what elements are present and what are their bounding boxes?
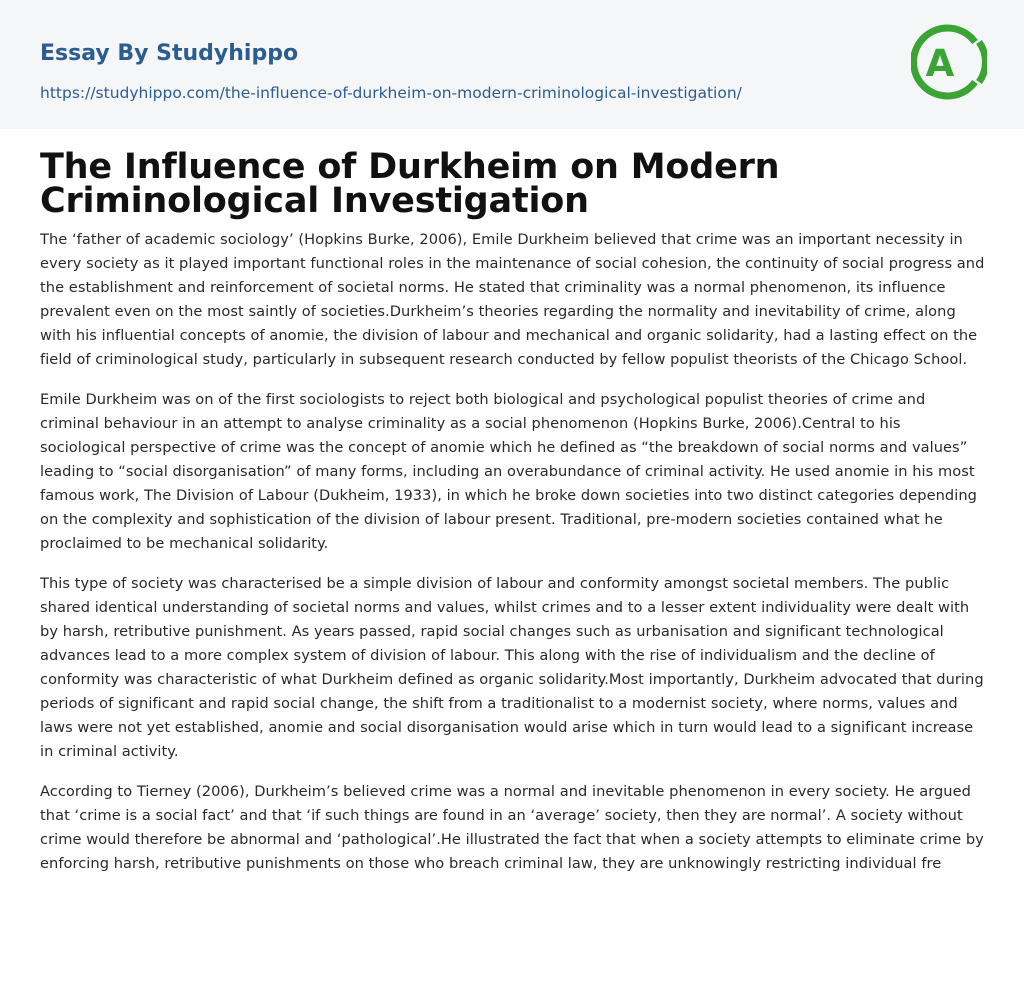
studyhippo-logo (911, 18, 987, 106)
article-paragraph: Emile Durkheim was on of the first sociologists to reject both biological and psychological populist theories of crime and criminal behaviour in an attempt to analyse criminality as a social phenomenon (Hopkins Burke, 2006).Central to his sociological perspective of crime was the concept of anomie which he defined as “the breakdown of social norms and values” leading to “social disorganisation” of many forms, including an overabundance of criminal activity. He used anomie in his most famous work, The Division of Labour (Dukheim, 1933), in which he broke down societies into two distinct categories depending on the complexity and sophistication of the division of labour present. Traditional, pre-modern societies contained what he proclaimed to be mechanical solidarity. (40, 391, 977, 552)
article-title: The Influence of Durkheim on Modern Criminological Investigation (40, 147, 780, 221)
article-paragraph: According to Tierney (2006), Durkheim’s believed crime was a normal and inevitable phenomenon in every society. He argued that ‘crime is a social fact’ and that ‘if such things are found in an ‘average’ society, then they are normal’. A society without crime would therefore be abnormal and ‘pathological’.He illustrated the fact that when a society attempts to eliminate crime by enforcing harsh, retributive punishments on those who breach criminal law, they are unknowingly restricting individual fre (40, 783, 984, 872)
page-header (0, 0, 1024, 129)
site-brand: Essay By Studyhippo (40, 41, 299, 66)
article-body (40, 228, 986, 892)
essay-url-link[interactable]: https://studyhippo.com/the-influence-of-durkheim-on-modern-criminological-investigation/ (40, 84, 742, 102)
logo-ring-icon (911, 18, 987, 106)
logo-letter: A (925, 42, 955, 85)
article-paragraph: The ‘father of academic sociology’ (Hopkins Burke, 2006), Emile Durkheim believed that crime was an important necessity in every society as it played important functional roles in the maintenance of social cohesion, the continuity of social progress and the establishment and reinforcement of societal norms. He stated that criminality was a normal phenomenon, its influence prevalent even on the most saintly of societies.Durkheim’s theories regarding the normality and inevitability of crime, along with his influential concepts of anomie, the division of labour and mechanical and organic solidarity, had a lasting effect on the field of criminological study, particularly in subsequent research conducted by fellow populist theorists of the Chicago School. (40, 231, 985, 368)
article-paragraph: This type of society was characterised be a simple division of labour and conformity amongst societal members. The public shared identical understanding of societal norms and values, whilst crimes and to a lesser extent individuality were dealt with by harsh, retributive punishment. As years passed, rapid social changes such as urbanisation and significant technological advances lead to a more complex system of division of labour. This along with the rise of individualism and the decline of conformity was characteristic of what Durkheim defined as organic solidarity.Most importantly, Durkheim advocated that during periods of significant and rapid social change, the shift from a traditionalist to a modernist society, where norms, values and laws were not yet established, anomie and social disorganisation would arise which in turn would lead to a significant increase in criminal activity. (40, 575, 984, 760)
